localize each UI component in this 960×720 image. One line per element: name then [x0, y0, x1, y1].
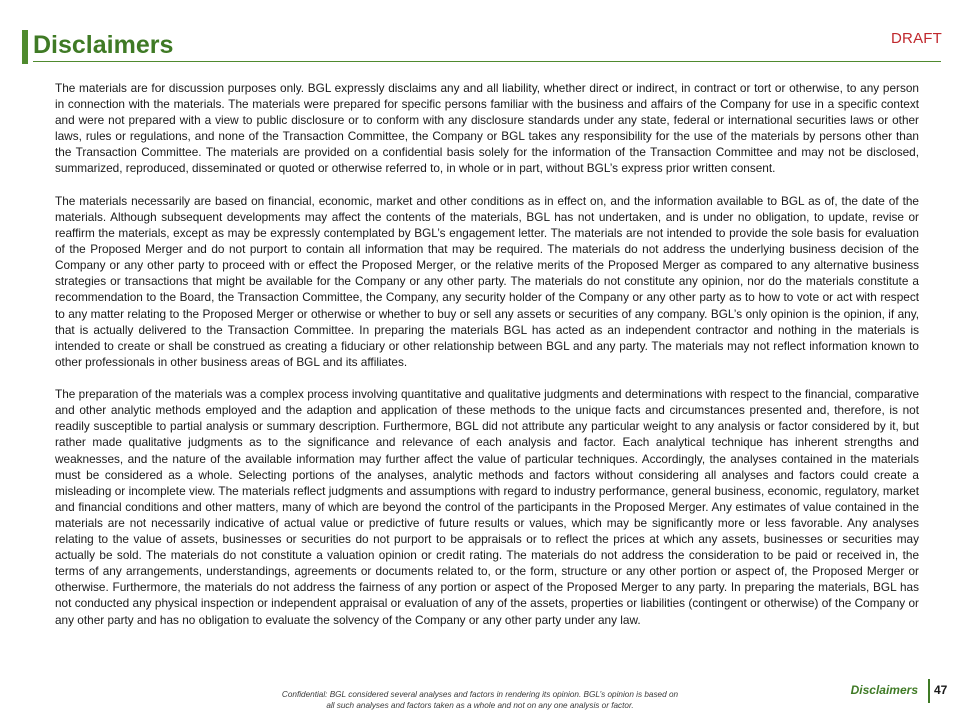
- footer-divider: [928, 679, 930, 703]
- page-number: 47: [934, 683, 948, 697]
- footer-section-label: Disclaimers: [850, 683, 918, 697]
- disclaimer-body: [55, 80, 919, 644]
- confidential-note: Confidential: BGL considered several analyses and factors in rendering its opinion. BGL’s opinion is based on all such analyses and factors taken as a whole and not on any one analysis or factor.: [281, 690, 679, 710]
- disclaimer-paragraph-3: The preparation of the materials was a complex process involving quantitative and qualitative judgments and determinations with respect to the financial, comparative and other analytic methods employed and the adaption and application of these methods to the unique facts and circumstances presented and, therefore, is not readily susceptible to partial analysis or summary description. Furthermore, BGL did not attribute any particular weight to any analysis or factor considered by it, but rather made qualitative judgments as to the significance and relevance of each analysis and factor. Each analytical technique has inherent strengths and weaknesses, and the nature of the available information may further affect the value of particular techniques. Accordingly, the analyses contained in the materials must be considered as a whole. Selecting portions of the analyses, analytic methods and factors without considering all analyses and factors could create a misleading or incomplete view. The materials reflect judgments and assumptions with regard to industry performance, general business, economic, regulatory, market and financial conditions and other matters, many of which are beyond the control of the participants in the Proposed Merger. Any estimates of value contained in the materials are not necessarily indicative of actual value or predictive of future results or values, which may be significantly more or less favorable. Any analyses relating to the value of assets, businesses or securities do not purport to be appraisals or to reflect the prices at which any assets, businesses or securities may actually be sold. The materials do not constitute a valuation opinion or credit rating. The materials do not address the consideration to be paid or received in, the terms of any arrangements, understandings, agreements or documents related to, or the form, structure or any other portion or aspect of, the Proposed Merger or otherwise. Furthermore, the materials do not address the fairness of any portion or aspect of the Proposed Merger to any party. In preparing the materials, BGL has not conducted any physical inspection or independent appraisal or evaluation of any of the assets, properties or liabilities (contingent or otherwise) of the Company or any other party and has no obligation to evaluate the solvency of the Company or any other party under any law.: [55, 387, 919, 627]
- draft-label: DRAFT: [891, 30, 942, 47]
- disclaimer-paragraph-2: The materials necessarily are based on financial, economic, market and other conditions as in effect on, and the information available to BGL as of, the date of the materials. Although subsequent developments may affect the contents of the materials, BGL has not undertaken, and is under no obligation, to update, revise or reaffirm the materials, except as may be expressly contemplated by BGL’s engagement letter. The materials are not intended to provide the sole basis for evaluation of the Proposed Merger and do not purport to contain all information that may be required. The materials do not address the underlying business decision of the Company or any other party to proceed with or effect the Proposed Merger, or the relative merits of the Proposed Merger as compared to any alternative business strategies or transactions that might be available for the Company or any other party. The materials do not constitute any opinion, nor do the materials constitute a recommendation to the Board, the Transaction Committee, the Company, any security holder of the Company or any other party as to how to vote or act with respect to any matter relating to the Proposed Merger or otherwise or whether to buy or sell any assets or securities of any company. BGL’s only opinion is the opinion, if any, that is actually delivered to the Transaction Committee. In preparing the materials BGL has acted as an independent contractor and nothing in the materials is intended to create or shall be construed as creating a fiduciary or other relationship between BGL and any party. The materials may not reflect information known to other professionals in other business areas of BGL and its affiliates.: [55, 193, 919, 369]
- title-accent-bar: [22, 30, 28, 64]
- disclaimer-paragraph-1: The materials are for discussion purposes only. BGL expressly disclaims any and all liability, whether direct or indirect, in contract or tort or otherwise, to any person in connection with the materials. The materials were prepared for specific persons familiar with the business and affairs of the Company for use in a specific context and were not prepared with a view to public disclosure or to conform with any disclosure standards under any state, federal or international securities laws or other laws, rules or regulations, and none of the Transaction Committee, the Company or BGL takes any responsibility for the use of the materials by persons other than the Transaction Committee. The materials are provided on a confidential basis solely for the information of the Transaction Committee and may not be disclosed, summarized, reproduced, disseminated or quoted or otherwise referred to, in whole or in part, without BGL’s express prior written consent.: [55, 81, 919, 176]
- page-title: Disclaimers: [33, 31, 174, 59]
- title-underline: [33, 61, 941, 62]
